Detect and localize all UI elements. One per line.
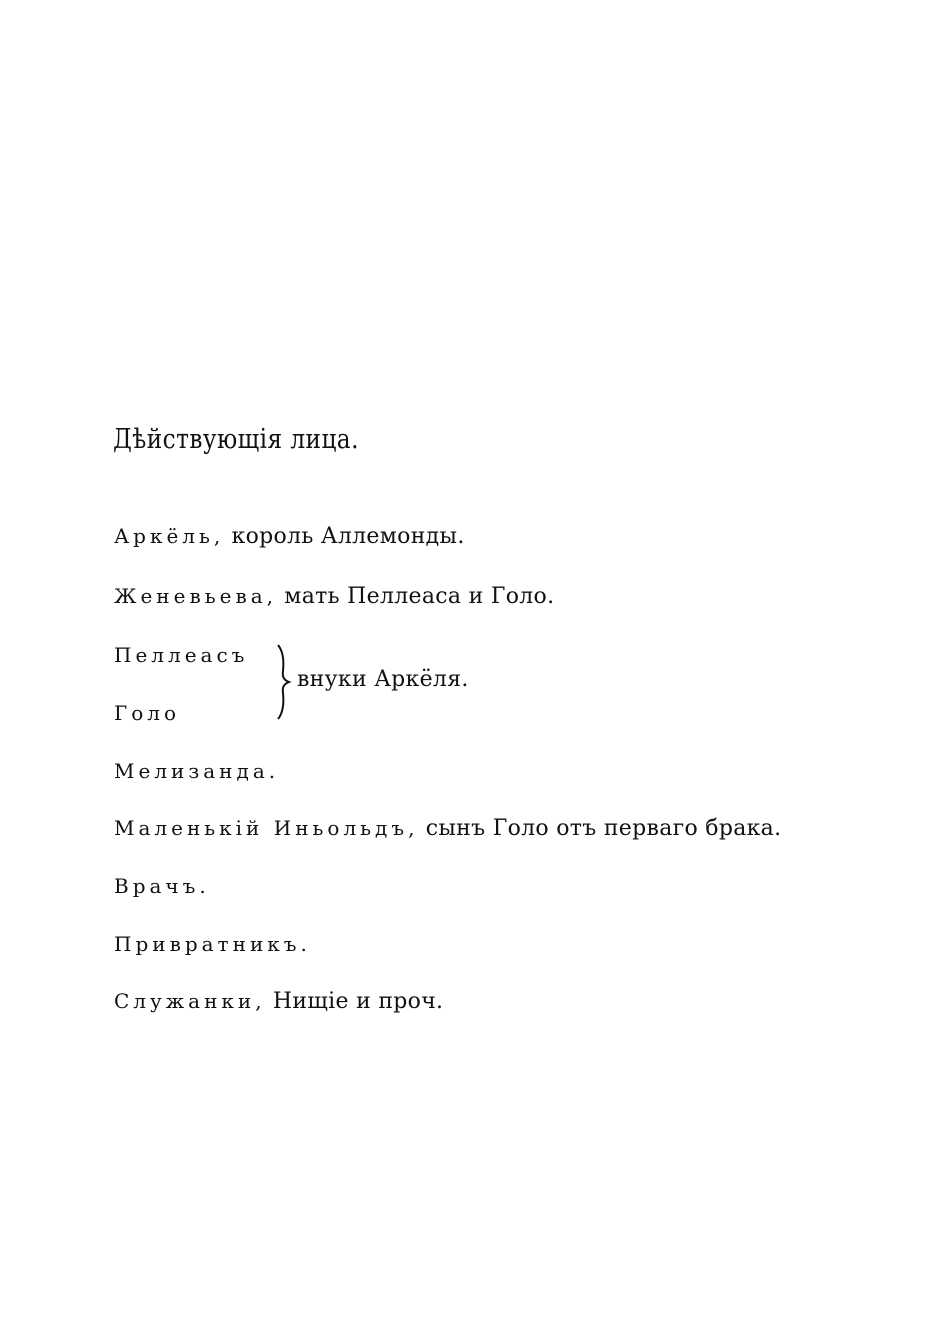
character-name: Мелизанда.: [114, 759, 280, 783]
character-entry: [114, 934, 311, 956]
character-name: Служанки,: [114, 989, 266, 1013]
character-description: Нищіе и проч.: [265, 989, 444, 1014]
character-name: Пеллеасъ: [114, 643, 249, 667]
character-entry: [114, 586, 554, 608]
character-name: Привратникъ.: [114, 932, 311, 956]
character-name: Врачъ.: [114, 874, 210, 898]
character-entry: [114, 876, 210, 898]
character-name: Голо: [114, 701, 181, 725]
character-description: мать Пеллеаса и Голо.: [277, 584, 555, 609]
character-entry: [114, 991, 443, 1013]
character-entry: [114, 645, 248, 667]
character-name: Аркёль,: [114, 524, 225, 548]
character-entry: [114, 703, 180, 725]
character-description: король Аллемонды.: [224, 524, 465, 549]
character-entry: [114, 761, 279, 783]
character-entry: [114, 818, 781, 840]
page-title: Дѣйствующія лица.: [113, 424, 359, 455]
character-name: Женевьева,: [114, 584, 277, 608]
character-entry: [114, 526, 465, 548]
character-name: Маленькій Иньольдъ,: [114, 816, 419, 840]
curly-brace-icon: [272, 643, 292, 721]
grouped-description: внуки Аркёля.: [297, 667, 469, 692]
character-description: сынъ Голо отъ перваго брака.: [418, 816, 782, 841]
